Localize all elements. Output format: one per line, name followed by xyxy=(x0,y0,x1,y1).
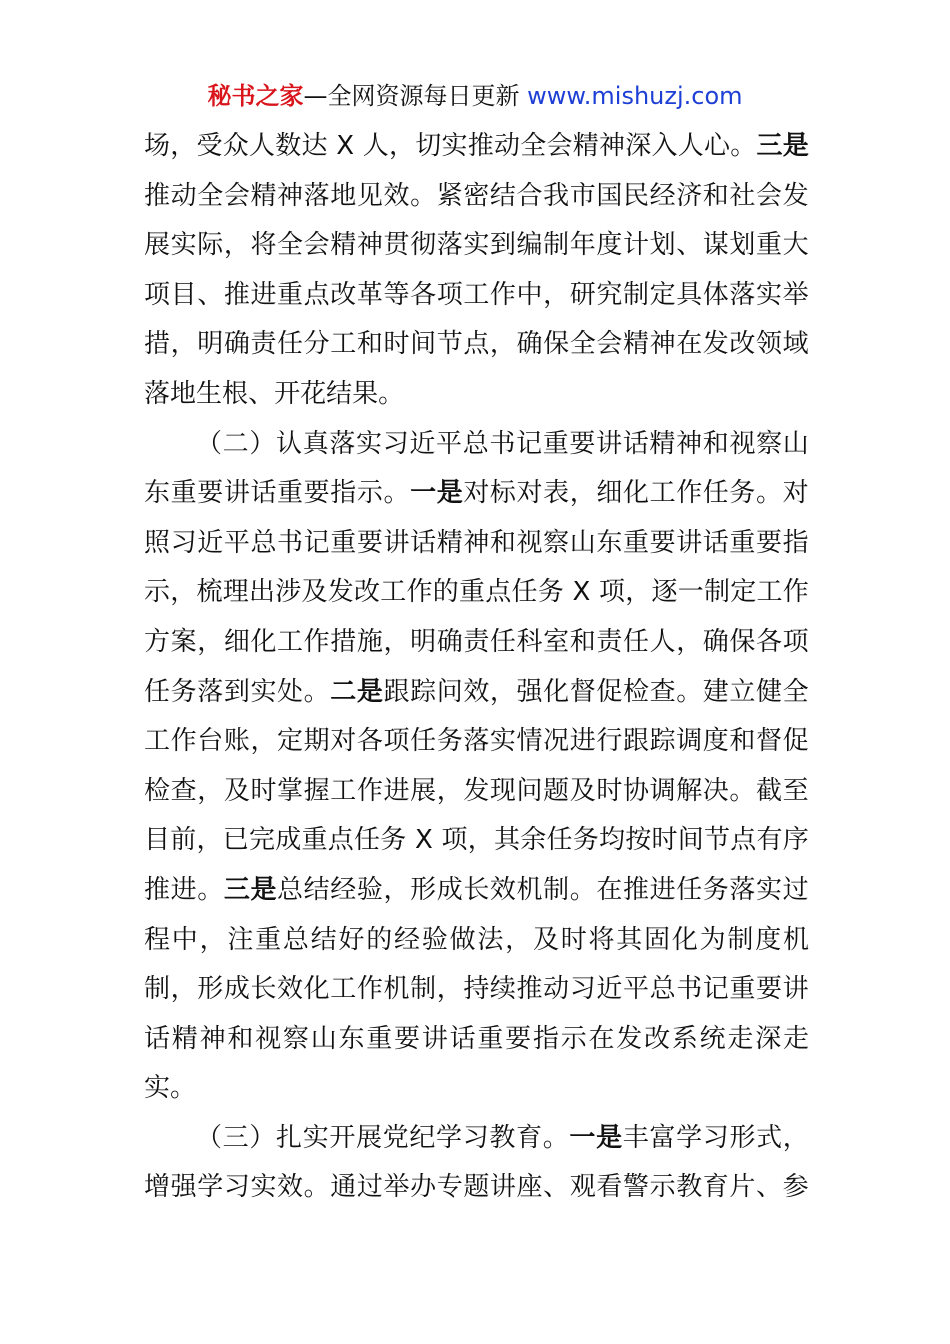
text-line: 检 查 ， 及 时 掌 握 工 作 进 展 ， 发 现 问 题 及 时 协 调 解 决 。 截 至 xyxy=(144,775,809,806)
text-line: 项 目 、 推 进 重 点 改 革 等 各 项 工 作 中 ， 研 究 制 定 具 体 落 实 举 xyxy=(144,279,809,310)
text-line: （ 三 ） 扎 实 开 展 党 纪 学 习 教 育 。 一 是 丰 富 学 习 形 式 ， xyxy=(196,1122,809,1153)
text-line: 推 进 。 三 是 总 结 经 验 ， 形 成 长 效 机 制 。 在 推 进 任 务 落 实 过 xyxy=(144,874,809,905)
text-line: 任 务 落 到 实 处 。 二 是 跟 踪 问 效 ， 强 化 督 促 检 查 。 建 立 健 全 xyxy=(144,676,809,707)
text-line: 增 强 学 习 实 效 。 通 过 举 办 专 题 讲 座 、 观 看 警 示 教 育 片 、 参 xyxy=(144,1172,809,1203)
text-line: 措 ， 明 确 责 任 分 工 和 时 间 节 点 ， 确 保 全 会 精 神 在 发 改 领 域 xyxy=(144,329,809,360)
text-line: （ 二 ） 认 真 落 实 习 近 平 总 书 记 重 要 讲 话 精 神 和 视 察 山 xyxy=(196,428,809,459)
text-line: 推 动 全 会 精 神 落 地 见 效 。 紧 密 结 合 我 市 国 民 经 济 和 社 会 发 xyxy=(144,180,809,211)
text-line: 展 实 际 ， 将 全 会 精 神 贯 彻 落 实 到 编 制 年 度 计 划 、 谋 划 重 大 xyxy=(144,230,809,261)
text-line: 制 ， 形 成 长 效 化 工 作 机 制 ， 持 续 推 动 习 近 平 总 书 记 重 要 讲 xyxy=(144,974,809,1005)
header-tagline: —全网资源每日更新 xyxy=(303,82,520,110)
text-line: 程 中 ， 注 重 总 结 好 的 经 验 做 法 ， 及 时 将 其 固 化 为 制 度 机 xyxy=(144,924,809,955)
text-line: 场 ， 受 众 人 数 达 X 人 ， 切 实 推 动 全 会 精 神 深 入 人 心 。 三 是 xyxy=(144,131,809,161)
text-line: 目 前 ， 已 完 成 重 点 任 务 X 项 ， 其 余 任 务 均 按 时 间 节 点 有 序 xyxy=(144,825,809,856)
text-line: 实 。 xyxy=(144,1073,197,1104)
text-line: 东 重 要 讲 话 重 要 指 示 。 一 是 对 标 对 表 ， 细 化 工 作 任 务 。 对 xyxy=(144,478,809,509)
site-header xyxy=(0,80,950,112)
brand-name: 秘书之家 xyxy=(207,82,304,110)
text-line: 工 作 台 账 ， 定 期 对 各 项 任 务 落 实 情 况 进 行 跟 踪 调 度 和 督 促 xyxy=(144,726,809,757)
text-line: 话 精 神 和 视 察 山 东 重 要 讲 话 重 要 指 示 在 发 改 系 统 走 深 走 xyxy=(144,1023,809,1054)
text-line: 照 习 近 平 总 书 记 重 要 讲 话 精 神 和 视 察 山 东 重 要 讲 话 重 要 指 xyxy=(144,527,809,558)
text-line: 落 地 生 根 、 开 花 结 果 。 xyxy=(144,378,405,409)
text-line: 示 ， 梳 理 出 涉 及 发 改 工 作 的 重 点 任 务 X 项 ， 逐 一 制 定 工 作 xyxy=(144,577,809,608)
text-line: 方 案 ， 细 化 工 作 措 施 ， 明 确 责 任 科 室 和 责 任 人 ， 确 保 各 项 xyxy=(144,626,809,657)
site-url[interactable]: www.mishuzj.com xyxy=(519,82,743,110)
document-body xyxy=(144,122,809,1213)
